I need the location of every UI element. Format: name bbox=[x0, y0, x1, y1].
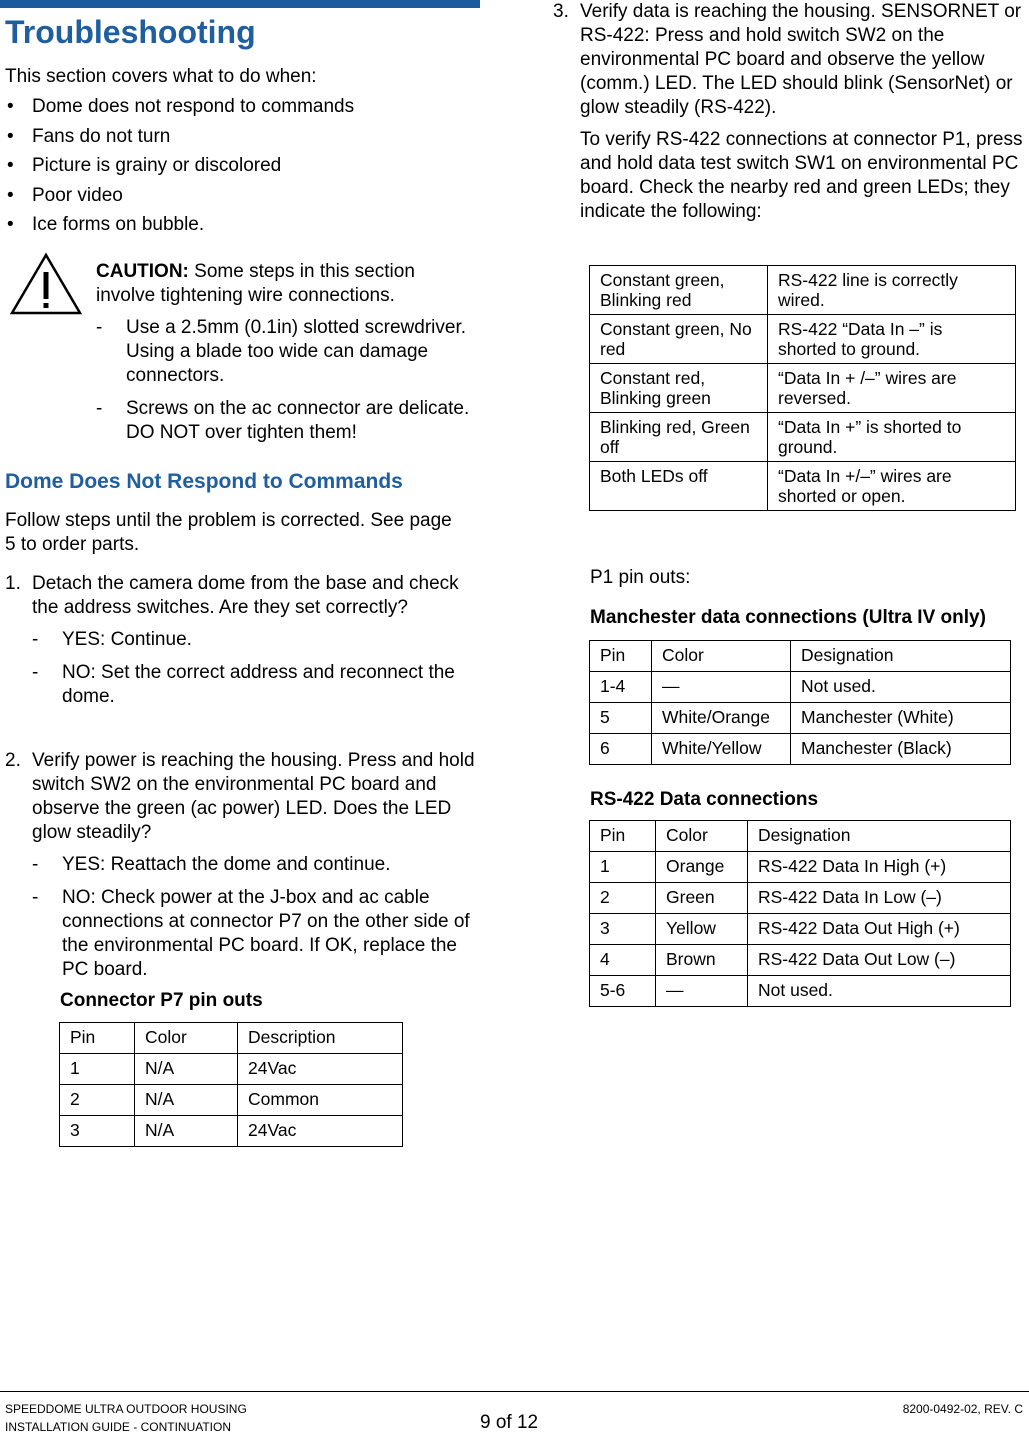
table-row bbox=[590, 672, 1011, 703]
table-cell: N/A bbox=[135, 1054, 238, 1085]
p7-table-heading: Connector P7 pin outs bbox=[60, 990, 263, 1011]
section-heading: Dome Does Not Respond to Commands bbox=[5, 470, 403, 493]
table-cell: Orange bbox=[656, 852, 748, 883]
symptom-item: • Fans do not turn bbox=[7, 125, 171, 147]
table-row bbox=[590, 413, 1016, 462]
warning-triangle-icon bbox=[9, 252, 83, 316]
caution-item: - Use a 2.5mm (0.1in) slotted screwdriver. Using a blade too wide can damage connectors. bbox=[96, 317, 467, 386]
table-row bbox=[590, 315, 1016, 364]
table-cell: 6 bbox=[590, 734, 652, 765]
table-cell: Not used. bbox=[748, 976, 1011, 1007]
page-number: 9 of 12 bbox=[480, 1412, 539, 1433]
table-cell: Not used. bbox=[791, 672, 1011, 703]
step-option: - YES: Continue. bbox=[32, 629, 192, 650]
led-status-table bbox=[589, 265, 1016, 511]
rs422-pinout-table bbox=[589, 820, 1011, 1007]
table-row bbox=[60, 1054, 403, 1085]
table-row bbox=[60, 1085, 403, 1116]
symptom-item: • Picture is grainy or discolored bbox=[7, 155, 282, 176]
led-state: Both LEDs off bbox=[590, 462, 768, 511]
footer-subtitle-line: INSTALLATION GUIDE - CONTINUATION bbox=[5, 1420, 232, 1434]
p1-pinouts-label: P1 pin outs: bbox=[590, 567, 691, 588]
step-options bbox=[32, 853, 475, 982]
symptom-item: • Poor video bbox=[7, 184, 123, 206]
table-header-row bbox=[60, 1023, 403, 1054]
led-meaning: “Data In +” is shorted to ground. bbox=[768, 413, 1016, 462]
led-meaning: RS-422 “Data In –” is shorted to ground. bbox=[768, 315, 1016, 364]
led-meaning: RS-422 line is correctly wired. bbox=[768, 266, 1016, 315]
table-cell: RS-422 Data In Low (–) bbox=[748, 883, 1011, 914]
led-meaning: “Data In + /–” wires are reversed. bbox=[768, 364, 1016, 413]
step-option: - YES: Reattach the dome and continue. bbox=[32, 854, 391, 875]
table-row bbox=[590, 883, 1011, 914]
step-text-continued: To verify RS-422 connections at connector P1, press and hold data test switch SW1 on environmental PC board. Check the nearby red and green LEDs; they indicate the following: bbox=[580, 129, 1023, 222]
table-cell: RS-422 Data Out High (+) bbox=[748, 914, 1011, 945]
table-header-row bbox=[590, 821, 1011, 852]
table-row bbox=[590, 976, 1011, 1007]
symptom-item: • Dome does not respond to commands bbox=[7, 96, 355, 117]
caution-list bbox=[96, 316, 476, 445]
table-cell: 1 bbox=[60, 1054, 135, 1085]
follow-text: Follow steps until the problem is corrected. See page 5 to order parts. bbox=[5, 510, 452, 555]
table-cell: — bbox=[656, 976, 748, 1007]
column-header: Designation bbox=[748, 821, 1011, 852]
table-row bbox=[590, 703, 1011, 734]
table-cell: 1 bbox=[590, 852, 656, 883]
step-number: 2. bbox=[5, 750, 21, 771]
table-row bbox=[590, 852, 1011, 883]
table-row bbox=[590, 364, 1016, 413]
page-title: Troubleshooting bbox=[5, 14, 256, 50]
led-state: Blinking red, Green off bbox=[590, 413, 768, 462]
step-2 bbox=[5, 749, 475, 991]
table-cell: — bbox=[652, 672, 791, 703]
led-meaning: “Data In +/–” wires are shorted or open. bbox=[768, 462, 1016, 511]
table-cell: RS-422 Data Out Low (–) bbox=[748, 945, 1011, 976]
table-row bbox=[590, 462, 1016, 511]
header-rule bbox=[0, 0, 480, 8]
step-text: Detach the camera dome from the base and check the address switches. Are they set correctly? bbox=[32, 573, 459, 618]
column-header: Color bbox=[652, 641, 791, 672]
caution-block bbox=[96, 260, 476, 454]
step-options bbox=[32, 628, 475, 709]
table-cell: 1-4 bbox=[590, 672, 652, 703]
led-state: Constant green, Blinking red bbox=[590, 266, 768, 315]
step-1 bbox=[5, 572, 475, 718]
table-cell: 4 bbox=[590, 945, 656, 976]
table-row bbox=[590, 734, 1011, 765]
table-cell: Common bbox=[238, 1085, 403, 1116]
table-cell: 5-6 bbox=[590, 976, 656, 1007]
document-revision: 8200-0492-02, REV. C bbox=[902, 1402, 1023, 1416]
table-row bbox=[590, 914, 1011, 945]
column-header: Designation bbox=[791, 641, 1011, 672]
column-header: Pin bbox=[60, 1023, 135, 1054]
table-cell: N/A bbox=[135, 1085, 238, 1116]
table-cell: White/Orange bbox=[652, 703, 791, 734]
step-number: 1. bbox=[5, 573, 21, 594]
table-cell: White/Yellow bbox=[652, 734, 791, 765]
column-header: Pin bbox=[590, 821, 656, 852]
p7-pinout-table bbox=[59, 1022, 403, 1147]
table-cell: 5 bbox=[590, 703, 652, 734]
table-cell: Manchester (Black) bbox=[791, 734, 1011, 765]
column-header: Description bbox=[238, 1023, 403, 1054]
caution-text: CAUTION: Some steps in this section involve tightening wire connections. bbox=[96, 261, 415, 306]
caution-label: CAUTION: bbox=[96, 261, 189, 282]
intro-text: This section covers what to do when: bbox=[5, 66, 317, 87]
symptom-list bbox=[5, 92, 354, 240]
footer-title-line: SPEEDDOME ULTRA OUTDOOR HOUSING bbox=[5, 1402, 247, 1416]
footer-rule bbox=[0, 1391, 1029, 1392]
table-cell: Manchester (White) bbox=[791, 703, 1011, 734]
table-cell: 2 bbox=[590, 883, 656, 914]
step-text: Verify data is reaching the housing. SENSORNET or RS-422: Press and hold switch SW2 on the environmental PC board and observe the yellow (comm.) LED. The LED should blink (SensorNet) or glow steadily (RS-422). bbox=[580, 1, 1022, 118]
table-cell: RS-422 Data In High (+) bbox=[748, 852, 1011, 883]
manchester-pinout-table bbox=[589, 640, 1011, 765]
column-header: Color bbox=[135, 1023, 238, 1054]
table-header-row bbox=[590, 641, 1011, 672]
table-cell: 2 bbox=[60, 1085, 135, 1116]
table-cell: 24Vac bbox=[238, 1054, 403, 1085]
table-cell: N/A bbox=[135, 1116, 238, 1147]
column-header: Pin bbox=[590, 641, 652, 672]
table-cell: 24Vac bbox=[238, 1116, 403, 1147]
table-cell: Brown bbox=[656, 945, 748, 976]
step-option: - NO: Check power at the J-box and ac cable connections at connector P7 on the other side of the environmental PC board. If OK, replace the PC board. bbox=[32, 887, 470, 980]
step-3 bbox=[553, 0, 1027, 224]
step-number: 3. bbox=[553, 1, 569, 22]
table-row bbox=[590, 945, 1011, 976]
table-row bbox=[590, 266, 1016, 315]
table-cell: 3 bbox=[60, 1116, 135, 1147]
step-text: Verify power is reaching the housing. Press and hold switch SW2 on the environmental PC board and observe the green (ac power) LED. Does the LED glow steadily? bbox=[32, 750, 475, 843]
table-cell: Yellow bbox=[656, 914, 748, 945]
table-row bbox=[60, 1116, 403, 1147]
table-cell: 3 bbox=[590, 914, 656, 945]
table-cell: Green bbox=[656, 883, 748, 914]
led-state: Constant red, Blinking green bbox=[590, 364, 768, 413]
manchester-table-heading: Manchester data connections (Ultra IV only) bbox=[590, 607, 986, 628]
step-option: - NO: Set the correct address and reconnect the dome. bbox=[32, 662, 455, 707]
caution-item: - Screws on the ac connector are delicate. DO NOT over tighten them! bbox=[96, 398, 470, 443]
rs422-table-heading: RS-422 Data connections bbox=[590, 789, 819, 810]
column-header: Color bbox=[656, 821, 748, 852]
footer-document-title bbox=[5, 1400, 247, 1436]
symptom-item: • Ice forms on bubble. bbox=[7, 214, 205, 235]
led-state: Constant green, No red bbox=[590, 315, 768, 364]
